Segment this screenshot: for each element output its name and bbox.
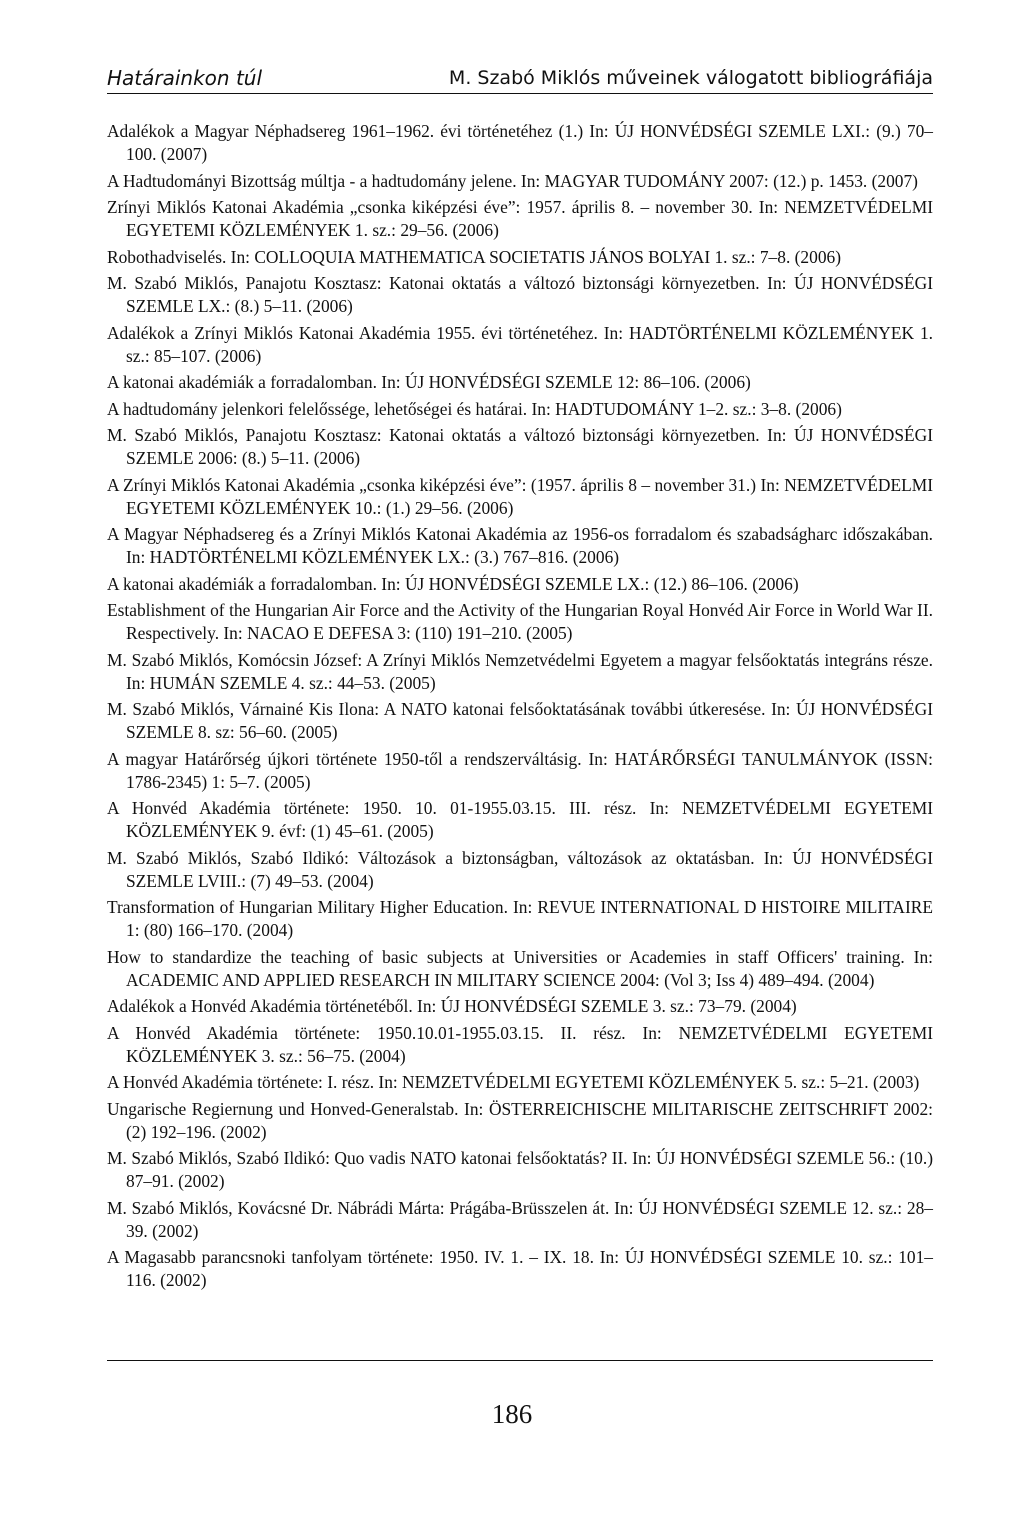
bibliography-entry: M. Szabó Miklós, Szabó Ildikó: Változások a biztonságban, változások az oktatásban. In: ÚJ HONVÉDSÉGI SZEMLE LVIII.: (7) 49–53. (2004) (107, 847, 933, 891)
bibliography-entry: A katonai akadémiák a forradalomban. In: ÚJ HONVÉDSÉGI SZEMLE 12: 86–106. (2006) (107, 372, 751, 392)
bibliography-entry: A Zrínyi Miklós Katonai Akadémia „csonka kiképzési éve”: (1957. április 8 – november 31.) In: NEMZETVÉDELMI EGYETEMI KÖZLEMÉNYEK 10.: (1.) 29–56. (2006) (107, 474, 933, 518)
bibliography-entry: M. Szabó Miklós, Komócsin József: A Zrínyi Miklós Nemzetvédelmi Egyetem a magyar felsőoktatás integráns része. In: HUMÁN SZEMLE 4. sz.: 44–53. (2005) (107, 649, 933, 693)
bibliography-entry: Ungarische Regiernung und Honved-Generalstab. In: ÖSTERREICHISCHE MILITARISCHE ZEITSCHRIFT 2002: (2) 192–196. (2002) (107, 1098, 933, 1142)
bibliography-entry: How to standardize the teaching of basic subjects at Universities or Academies in staff Officers' training. In: ACADEMIC AND APPLIED RESEARCH IN MILITARY SCIENCE 2004: (Vol 3; Iss 4) 489–494. (2004) (107, 946, 933, 990)
bibliography-entry: M. Szabó Miklós, Szabó Ildikó: Quo vadis NATO katonai felsőoktatás? II. In: ÚJ HONVÉDSÉGI SZEMLE 56.: (10.) 87–91. (2002) (107, 1148, 933, 1191)
bibliography-entry: Adalékok a Zrínyi Miklós Katonai Akadémia 1955. évi történetéhez. In: HADTÖRTÉNELMI KÖZLEMÉNYEK 1. sz.: 85–107. (2006) (107, 322, 933, 366)
bibliography-entry: A Honvéd Akadémia története: 1950.10.01-1955.03.15. II. rész. In: NEMZETVÉDELMI EGYETEMI KÖZLEMÉNYEK 3. sz.: 56–75. (2004) (107, 1022, 933, 1066)
bibliography-entry: M. Szabó Miklós, Várnainé Kis Ilona: A NATO katonai felsőoktatásának további útkeresése. In: ÚJ HONVÉDSÉGI SZEMLE 8. sz: 56–60. (2005) (107, 699, 933, 742)
bibliography-entry: A hadtudomány jelenkori felelőssége, lehetőségei és határai. In: HADTUDOMÁNY 1–2. sz.: 3–8. (2006) (107, 398, 842, 419)
bibliography-entry: A Honvéd Akadémia története: 1950. 10. 01-1955.03.15. III. rész. In: NEMZETVÉDELMI EGYETEMI KÖZLEMÉNYEK 9. évf: (1) 45–61. (2005) (107, 798, 933, 841)
bibliography-entry: Adalékok a Honvéd Akadémia történetéből. In: ÚJ HONVÉDSÉGI SZEMLE 3. sz.: 73–79. (2004) (107, 996, 797, 1016)
page-number: 186 (491, 1399, 533, 1429)
bibliography-entry: A katonai akadémiák a forradalomban. In: ÚJ HONVÉDSÉGI SZEMLE LX.: (12.) 86–106. (2006) (107, 573, 799, 594)
bibliography-entry: M. Szabó Miklós, Kovácsné Dr. Nábrádi Márta: Prágába-Brüsszelen át. In: ÚJ HONVÉDSÉGI SZEMLE 12. sz.: 28–39. (2002) (107, 1197, 933, 1241)
bibliography-entry: M. Szabó Miklós, Panajotu Kosztasz: Katonai oktatás a változó biztonsági környezetben. In: ÚJ HONVÉDSÉGI SZEMLE 2006: (8.) 5–11. (2006) (107, 425, 933, 468)
bibliography-entry: Zrínyi Miklós Katonai Akadémia „csonka kiképzési éve”: 1957. április 8. – november 30. In: NEMZETVÉDELMI EGYETEMI KÖZLEMÉNYEK 1. sz.: 29–56. (2006) (107, 197, 933, 240)
bibliography-entry: M. Szabó Miklós, Panajotu Kosztasz: Katonai oktatás a változó biztonsági környezetben. In: ÚJ HONVÉDSÉGI SZEMLE LX.: (8.) 5–11. (2006) (107, 273, 933, 316)
bibliography-entry: A magyar Határőrség újkori története 1950-től a rendszerváltásig. In: HATÁRŐRSÉGI TANULMÁNYOK (ISSN: 1786-2345) 1: 5–7. (2005) (107, 748, 933, 792)
header-section-title: Határainkon túl (107, 66, 263, 90)
bibliography-entry: Adalékok a Magyar Néphadsereg 1961–1962. évi történetéhez (1.) In: ÚJ HONVÉDSÉGI SZEMLE LXI.: (9.) 70–100. (2007) (107, 121, 933, 164)
running-header (107, 66, 933, 94)
bibliography-entry: Establishment of the Hungarian Air Force and the Activity of the Hungarian Royal Honvéd Air Force in World War II. Respectively. In: NACAO E DEFESA 3: (110) 191–210. (2005) (107, 600, 933, 643)
bibliography-list (107, 120, 933, 1296)
bibliography-entry: A Honvéd Akadémia története: I. rész. In: NEMZETVÉDELMI EGYETEMI KÖZLEMÉNYEK 5. sz.: 5–21. (2003) (107, 1072, 920, 1092)
bibliography-entry: A Hadtudományi Bizottság múltja - a hadtudomány jelene. In: MAGYAR TUDOMÁNY 2007: (12.) p. 1453. (2007) (107, 170, 918, 191)
bibliography-entry: Transformation of Hungarian Military Higher Education. In: REVUE INTERNATIONAL D HISTOIRE MILITAIRE 1: (80) 166–170. (2004) (107, 897, 933, 940)
bibliography-entry: A Magyar Néphadsereg és a Zrínyi Miklós Katonai Akadémia az 1956-os forradalom és szabadságharc időszakában. In: HADTÖRTÉNELMI KÖZLEMÉNYEK LX.: (3.) 767–816. (2006) (107, 524, 933, 567)
bibliography-entry: Robothadviselés. In: COLLOQUIA MATHEMATICA SOCIETATIS JÁNOS BOLYAI 1. sz.: 7–8. (2006) (107, 246, 842, 267)
header-chapter-title: M. Szabó Miklós műveinek válogatott bibliográfiája (448, 67, 933, 89)
footer-divider (107, 1360, 933, 1361)
bibliography-entry: A Magasabb parancsnoki tanfolyam története: 1950. IV. 1. – IX. 18. In: ÚJ HONVÉDSÉGI SZEMLE 10. sz.: 101–116. (2002) (107, 1247, 933, 1290)
